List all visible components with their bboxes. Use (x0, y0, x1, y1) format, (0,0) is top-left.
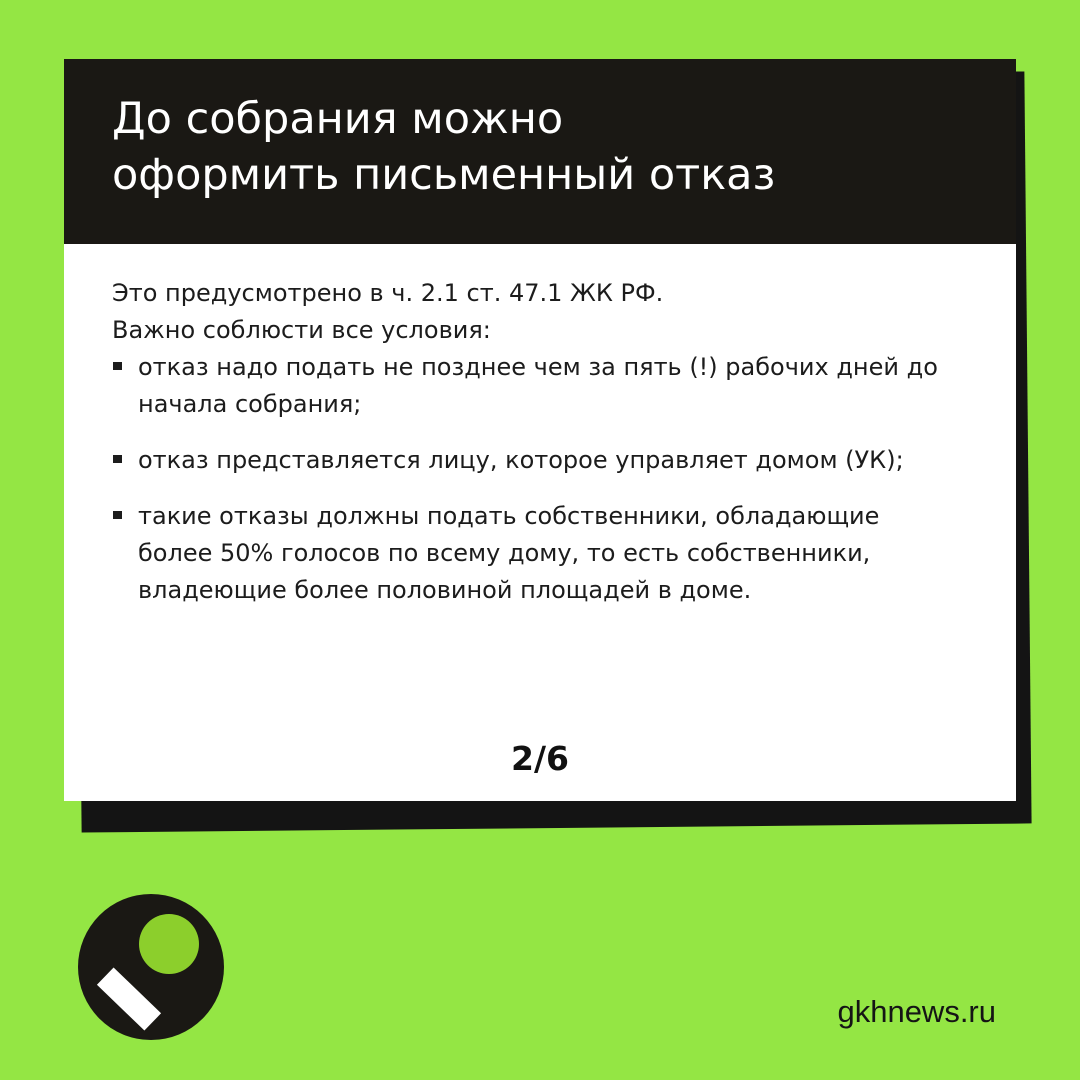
intro-text: Это предусмотрено в ч. 2.1 ст. 47.1 ЖК РФ. Важно соблюсти все условия: (112, 279, 664, 344)
list-item-text: отказ надо подать не позднее чем за пять (!) рабочих дней до начала собрания; (138, 353, 938, 418)
list-item-text: такие отказы должны подать собственники, обладающие более 50% голосов по всему дому, то есть собственники, владеющие более половиной площадей в доме. (138, 502, 880, 604)
bullet-square-icon (113, 455, 122, 463)
site-url[interactable]: gkhnews.ru (837, 994, 996, 1029)
list-item (112, 349, 952, 423)
brand-logo-icon (78, 894, 224, 1040)
bullet-square-icon (113, 511, 122, 519)
page-counter: 2/6 (511, 739, 569, 778)
card-body (112, 275, 952, 609)
logo-dot (139, 914, 199, 974)
list-item-text: отказ представляется лицу, которое управляет домом (УК); (138, 446, 904, 474)
info-card (64, 59, 1016, 801)
conditions-list (112, 349, 952, 609)
logo-graphic (78, 894, 224, 1040)
list-item (112, 498, 952, 609)
bullet-square-icon (113, 362, 122, 370)
card-header (64, 59, 1016, 244)
list-item (112, 442, 952, 479)
card-title: До собрания можно оформить письменный отказ (112, 94, 776, 200)
